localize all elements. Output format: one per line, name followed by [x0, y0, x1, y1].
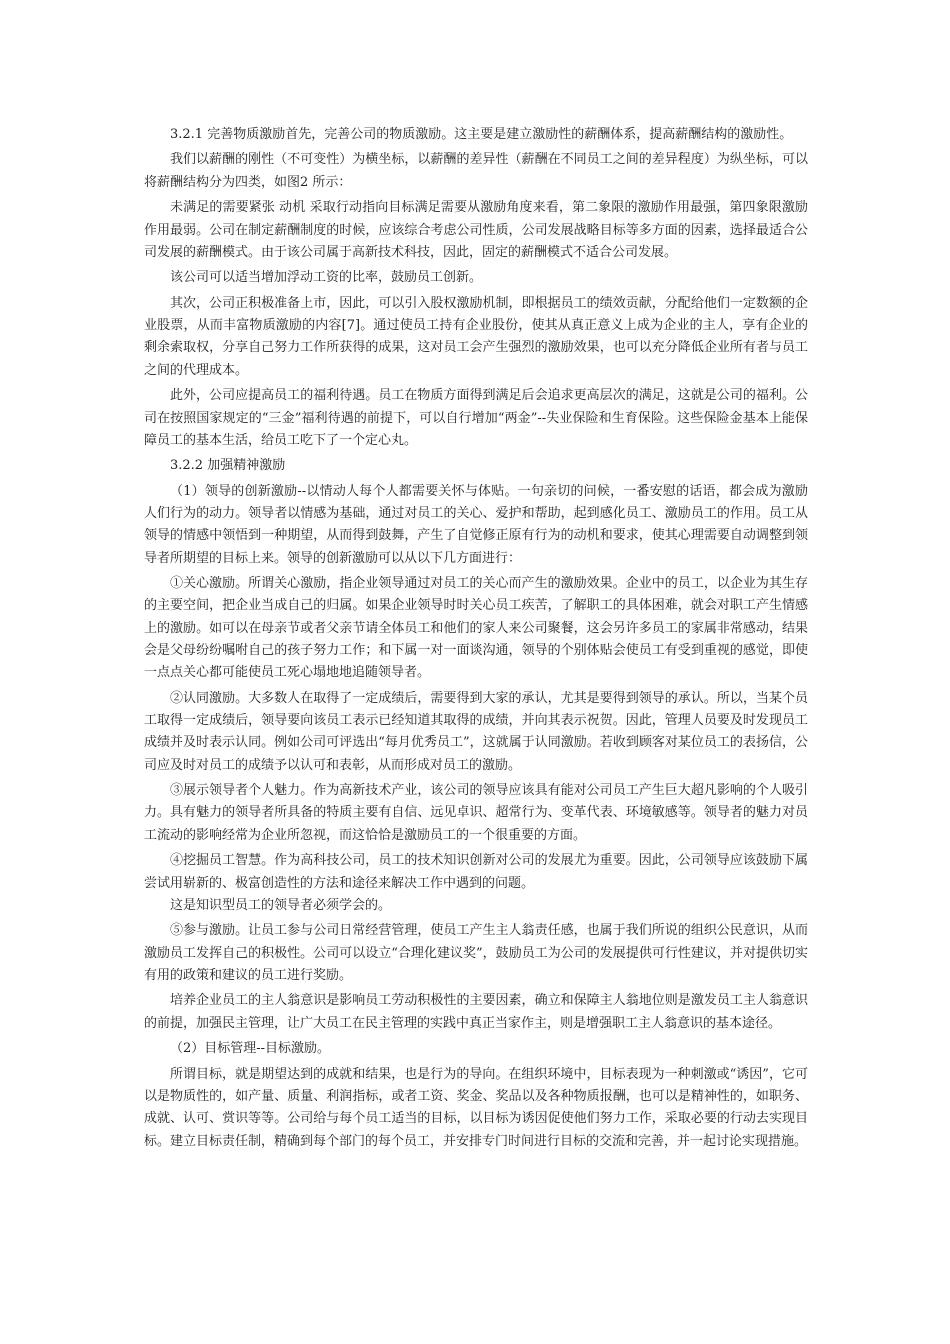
paragraph-3-2-1: 3.2.1 完善物质激励首先，完善公司的物质激励。这主要是建立激励性的薪酬体系，提高薪酬结构的激励性。	[170, 127, 793, 142]
document-body	[144, 124, 808, 1156]
paragraph-goal-management-heading: （2）目标管理--目标激励。	[170, 1041, 331, 1057]
paragraph-leader-charisma: ③展示领导者个人魅力。作为高新技术产业，该公司的领导应该具有能对公司员工产生巨大超凡影响的个人吸引力。具有魅力的领导者所具备的特质主要有自信、远见卓识、超常行为、变革代表、环境敏感等。领导者的魅力对员工流动的影响经常为企业所忽视，而这恰恰是激励员工的一个很重要的方面。	[144, 783, 808, 843]
paragraph-quadrants: 未满足的需要紧张 动机 采取行动指向目标满足需要从激励角度来看，第二象限的激励作用最强，第四象限激励作用最弱。公司在制定薪酬制度的时候，应该综合考虑公司性质，公司发展战略目标等多方面的因素，选择最适合公司发展的薪酬模式。由于该公司属于高新技术科技，因此，固定的薪酬模式不适合公司发展。	[144, 200, 808, 260]
paragraph-leadership-incentive: （1）领导的创新激励--以情动人每个人都需要关怀与体贴。一句亲切的问候，一番安慰的话语，都会成为激励人们行为的动力。领导者以情感为基础，通过对员工的关心、爱护和帮助，起到感化员工、激励员工的作用。员工从领导的情感中领悟到一种期望，从而得到鼓舞，产生了自觉修正原有行为的动机和要求，使其心理需要自动调整到领导者所期望的目标上来。领导的创新激励可以从以下几方面进行：	[144, 483, 808, 566]
paragraph-welfare: 此外，公司应提高员工的福利待遇。员工在物质方面得到满足后会追求更高层次的满足，这就是公司的福利。公司在按照国家规定的“三金”福利待遇的前提下，可以自行增加“两金”--失业保险和生育保险。这些保险金基本上能保障员工的基本生活，给员工吃下了一个定心丸。	[144, 388, 808, 448]
section-heading-3-2-2: 3.2.2 加强精神激励	[170, 458, 286, 474]
paragraph-recognition-incentive: ②认同激励。大多数人在取得了一定成绩后，需要得到大家的承认，尤其是要得到领导的承认。所以，当某个员工取得一定成绩后，领导要向该员工表示已经知道其取得的成绩，并向其表示祝贺。因此，管理人员要及时发现员工成绩并及时表示认同。例如公司可评选出“每月优秀员工”，这就属于认同激励。若收到顾客对某位员工的表扬信，公司应及时对员工的成绩予以认可和表彰，从而形成对员工的激励。	[144, 690, 808, 773]
paragraph-knowledge-leader: 这是知识型员工的领导者必须学会的。	[170, 897, 392, 913]
paragraph-salary-axes: 我们以薪酬的刚性（不可变性）为横坐标，以薪酬的差异性（薪酬在不同员工之间的差异程度）为纵坐标，可以将薪酬结构分为四类，如图2 所示：	[144, 152, 808, 190]
paragraph-participation-incentive: ⑤参与激励。让员工参与公司日常经营管理，使员工产生主人翁责任感，也属于我们所说的组织公民意识，从而激励员工发挥自己的积极性。公司可以设立“合理化建议奖”，鼓励员工为公司的发展提供可行性建议，并对提供切实有用的政策和建议的员工进行奖励。	[144, 923, 808, 983]
paragraph-equity-incentive: 其次，公司正积极准备上市，因此，可以引入股权激励机制，即根据员工的绩效贡献，分配给他们一定数额的企业股票，从而丰富物质激励的内容[7]。通过使员工持有企业股份，使其从真正意义上成为企业的主人，享有企业的剩余索取权，分享自己努力工作所获得的成果，这对员工会产生强烈的激励效果，也可以充分降低企业所有者与员工之间的代理成本。	[144, 295, 808, 378]
paragraph-ownership-awareness: 培养企业员工的主人翁意识是影响员工劳动积极性的主要因素，确立和保障主人翁地位则是激发员工主人翁意识的前提，加强民主管理，让广大员工在民主管理的实践中真正当家作主，则是增强职工主人翁意识的基本途径。	[144, 993, 808, 1031]
paragraph-employee-wisdom: ④挖掘员工智慧。作为高科技公司，员工的技术知识创新对公司的发展尤为重要。因此，公司领导应该鼓励下属尝试用崭新的、极富创造性的方法和途径来解决工作中遇到的问题。	[144, 853, 808, 891]
paragraph-floating-wage: 该公司可以适当增加浮动工资的比率，鼓励员工创新。	[170, 270, 483, 286]
paragraph-care-incentive: ①关心激励。所谓关心激励，指企业领导通过对员工的关心而产生的激励效果。企业中的员工，以企业为其生存的主要空间，把企业当成自己的归属。如果企业领导时时关心员工疾苦，了解职工的具体困难，就会对职工产生情感上的激励。如可以在母亲节或者父亲节请全体员工和他们的家人来公司聚餐，这会另许多员工的家属非常感动，结果会是父母纷纷嘱咐自己的孩子努力工作；和下属一对一面谈沟通，领导的个别体贴会使员工有受到重视的感觉，即使一点点关心都可能使员工死心塌地地追随领导者。	[144, 576, 808, 681]
paragraph-goal-definition: 所谓目标，就是期望达到的成就和结果，也是行为的导向。在组织环境中，目标表现为一种刺激或“诱因”，它可以是物质性的，如产量、质量、利润指标，或者工资、奖金、奖品以及各种物质报酬，也可以是精神性的，如职务、成就、认可、赏识等等。公司给与每个员工适当的目标，以目标为诱因促使他们努力工作，采取必要的行动去实现目标。建立目标责任制，精确到每个部门的每个员工，并安排专门时间进行目标的交流和完善，并一起讨论实现措施。	[144, 1066, 808, 1149]
